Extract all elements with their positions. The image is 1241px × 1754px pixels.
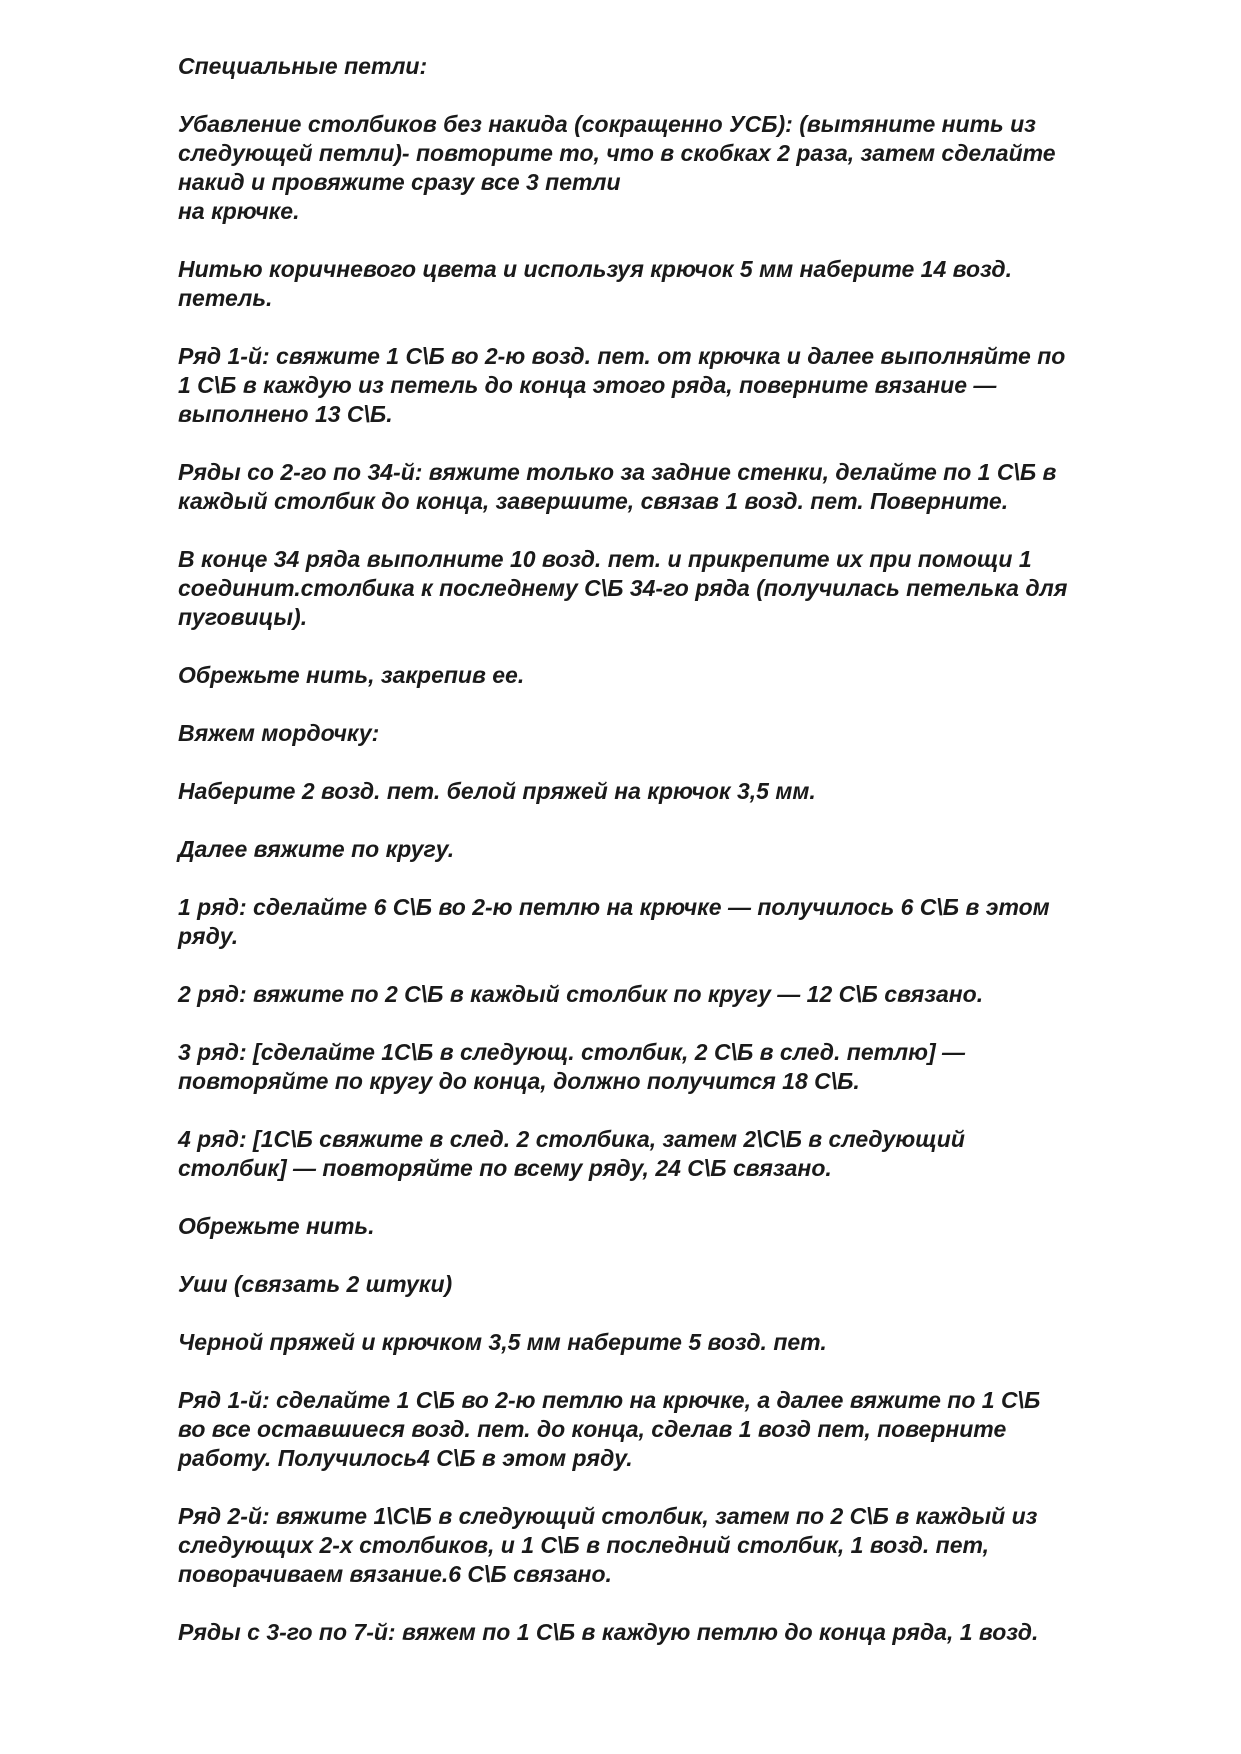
paragraph-rows-2-34: Ряды со 2-го по 34-й: вяжите только за задние стенки, делайте по 1 С\Б в каждый столбик до конца, завершите, связав 1 возд. пет. Поверните. <box>178 459 1057 514</box>
section-heading-special-stitches: Специальные петли: <box>178 53 428 79</box>
paragraph-cast-on-brown: Нитью коричневого цвета и используя крючок 5 мм наберите 14 возд. петель. <box>178 256 1013 311</box>
paragraph-in-the-round: Далее вяжите по кругу. <box>178 836 455 862</box>
paragraph-ears-row-2: Ряд 2-й: вяжите 1\С\Б в следующий столбик, затем по 2 С\Б в каждый из следующих 2-х столбиков, и 1 С\Б в последний столбик, 1 возд. пет, поворачиваем вязание.6 С\Б связано. <box>178 1503 1038 1587</box>
document-body <box>178 52 1168 1647</box>
paragraph-muzzle-cast-on: Наберите 2 возд. пет. белой пряжей на крючок 3,5 мм. <box>178 778 816 804</box>
section-heading-muzzle: Вяжем мордочку: <box>178 720 380 746</box>
paragraph-muzzle-round-1: 1 ряд: сделайте 6 С\Б во 2-ю петлю на крючке — получилось 6 С\Б в этом ряду. <box>178 894 1050 949</box>
paragraph-cut-yarn: Обрежьте нить. <box>178 1213 375 1239</box>
paragraph-decrease-definition: Убавление столбиков без накида (сокращенно УСБ): (вытяните нить из следующей петли)- повторите то, что в скобках 2 раза, затем сделайте накид и провяжите сразу все 3 петли на крючке. <box>178 111 1056 224</box>
paragraph-muzzle-round-3: 3 ряд: [сделайте 1С\Б в следующ. столбик, 2 С\Б в след. петлю] — повторяйте по кругу до конца, должно получится 18 С\Б. <box>178 1039 966 1094</box>
paragraph-ears-cast-on: Черной пряжей и крючком 3,5 мм наберите 5 возд. пет. <box>178 1329 827 1355</box>
paragraph-row-1: Ряд 1-й: свяжите 1 С\Б во 2-ю возд. пет. от крючка и далее выполняйте по 1 С\Б в каждую из петель до конца этого ряда, поверните вязание — выполнено 13 С\Б. <box>178 343 1066 427</box>
section-heading-ears: Уши (связать 2 штуки) <box>178 1271 453 1297</box>
paragraph-ears-row-1: Ряд 1-й: сделайте 1 С\Б во 2-ю петлю на крючке, а далее вяжите по 1 С\Б во все оставшиеся возд. пет. до конца, сделав 1 возд пет, поверните работу. Получилось4 С\Б в этом ряду. <box>178 1387 1041 1471</box>
paragraph-button-loop: В конце 34 ряда выполните 10 возд. пет. и прикрепите их при помощи 1 соединит.столбика к последнему С\Б 34-го ряда (получилась петелька для пуговицы). <box>178 546 1068 630</box>
paragraph-fasten-off: Обрежьте нить, закрепив ее. <box>178 662 525 688</box>
paragraph-muzzle-round-2: 2 ряд: вяжите по 2 С\Б в каждый столбик по кругу — 12 С\Б связано. <box>178 981 984 1007</box>
paragraph-ears-rows-3-7: Ряды с 3-го по 7-й: вяжем по 1 С\Б в каждую петлю до конца ряда, 1 возд. <box>178 1619 1039 1645</box>
paragraph-muzzle-round-4: 4 ряд: [1С\Б свяжите в след. 2 столбика, затем 2\С\Б в следующий столбик] — повторяйте по всему ряду, 24 С\Б связано. <box>178 1126 965 1181</box>
